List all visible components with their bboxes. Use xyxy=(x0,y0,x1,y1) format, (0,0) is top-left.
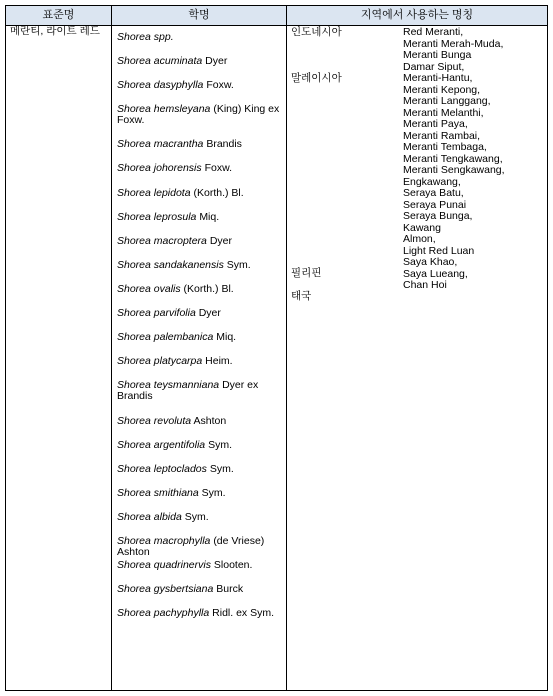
local-name: Chan Hoi xyxy=(403,279,447,291)
local-name: Engkawang, xyxy=(403,175,461,188)
species-table xyxy=(5,5,548,691)
local-name: Meranti Sengkawang, xyxy=(403,164,505,176)
local-name: Meranti Tengkawang, xyxy=(403,152,503,165)
region-label: 필리핀 xyxy=(291,267,322,279)
species-entry: Shorea acuminata Dyer xyxy=(117,55,228,67)
local-names-column xyxy=(403,27,548,292)
species-entry: Shorea leprosula Miq. xyxy=(117,211,220,223)
local-name: Meranti Bunga xyxy=(403,49,472,61)
region-label: 말레이시아 xyxy=(291,72,342,84)
local-name: Almon, xyxy=(403,233,436,245)
local-name: Meranti Rambai, xyxy=(403,129,481,142)
local-name: Saya Lueang, xyxy=(403,267,468,280)
species-entry: Shorea lepidota (Korth.) Bl. xyxy=(117,187,244,199)
header-standard-name: 표준명 xyxy=(42,9,75,21)
header-local-names: 지역에서 사용하는 명칭 xyxy=(360,9,474,21)
local-name: Meranti Langgang, xyxy=(403,95,491,107)
local-name: Seraya Punai xyxy=(403,198,467,211)
header-scientific-name: 학명 xyxy=(188,9,210,21)
local-name: Seraya Bunga, xyxy=(403,210,473,222)
species-entry: Shorea spp. xyxy=(117,31,174,43)
local-name: Seraya Batu, xyxy=(403,187,464,199)
species-entry: Shorea argentifolia Sym. xyxy=(117,439,232,451)
column-divider xyxy=(111,6,112,690)
standard-name-cell: 메란티, 라이트 레드 xyxy=(10,25,100,37)
local-name: Damar Siput, xyxy=(403,60,465,73)
local-name: Meranti-Hantu, xyxy=(403,72,473,84)
region-label: 태국 xyxy=(291,290,312,302)
species-entry: Shorea macrantha Brandis xyxy=(117,138,242,150)
species-entry: Shorea macrophylla (de Vriese) Ashton xyxy=(117,535,265,558)
species-entry: Shorea sandakanensis Sym. xyxy=(117,259,251,271)
species-entry: Shorea ovalis (Korth.) Bl. xyxy=(117,283,234,295)
local-name: Meranti Merah-Muda, xyxy=(403,37,504,50)
local-name: Saya Khao, xyxy=(403,256,458,268)
local-name: Red Meranti, xyxy=(403,26,464,38)
species-entry: Shorea gysbertsiana Burck xyxy=(117,583,244,595)
species-entry: Shorea pachyphylla Ridl. ex Sym. xyxy=(117,607,275,619)
table-header xyxy=(6,6,547,26)
species-entry: Shorea leptoclados Sym. xyxy=(117,463,234,475)
local-name: Meranti Kepong, xyxy=(403,83,481,96)
species-entry: Shorea albida Sym. xyxy=(117,511,209,523)
species-entry: Shorea palembanica Miq. xyxy=(117,331,237,343)
species-entry: Shorea revoluta Ashton xyxy=(117,415,227,427)
species-entry: Shorea teysmanniana Dyer ex Brandis xyxy=(117,379,259,402)
species-entry: Shorea smithiana Sym. xyxy=(117,487,226,499)
local-name: Kawang xyxy=(403,221,441,234)
species-entry: Shorea quadrinervis Slooten. xyxy=(117,559,253,571)
species-entry: Shorea platycarpa Heim. xyxy=(117,355,233,367)
species-entry: Shorea parvifolia Dyer xyxy=(117,307,221,319)
region-label: 인도네시아 xyxy=(291,26,342,38)
species-entry: Shorea johorensis Foxw. xyxy=(117,162,232,174)
species-entry: Shorea dasyphylla Foxw. xyxy=(117,79,234,91)
species-entry: Shorea hemsleyana (King) King ex Foxw. xyxy=(117,103,280,126)
local-name: Meranti Paya, xyxy=(403,118,468,130)
local-name: Light Red Luan xyxy=(403,244,475,257)
local-name: Meranti Melanthi, xyxy=(403,106,484,119)
local-name: Meranti Tembaga, xyxy=(403,141,487,153)
species-entry: Shorea macroptera Dyer xyxy=(117,235,232,247)
